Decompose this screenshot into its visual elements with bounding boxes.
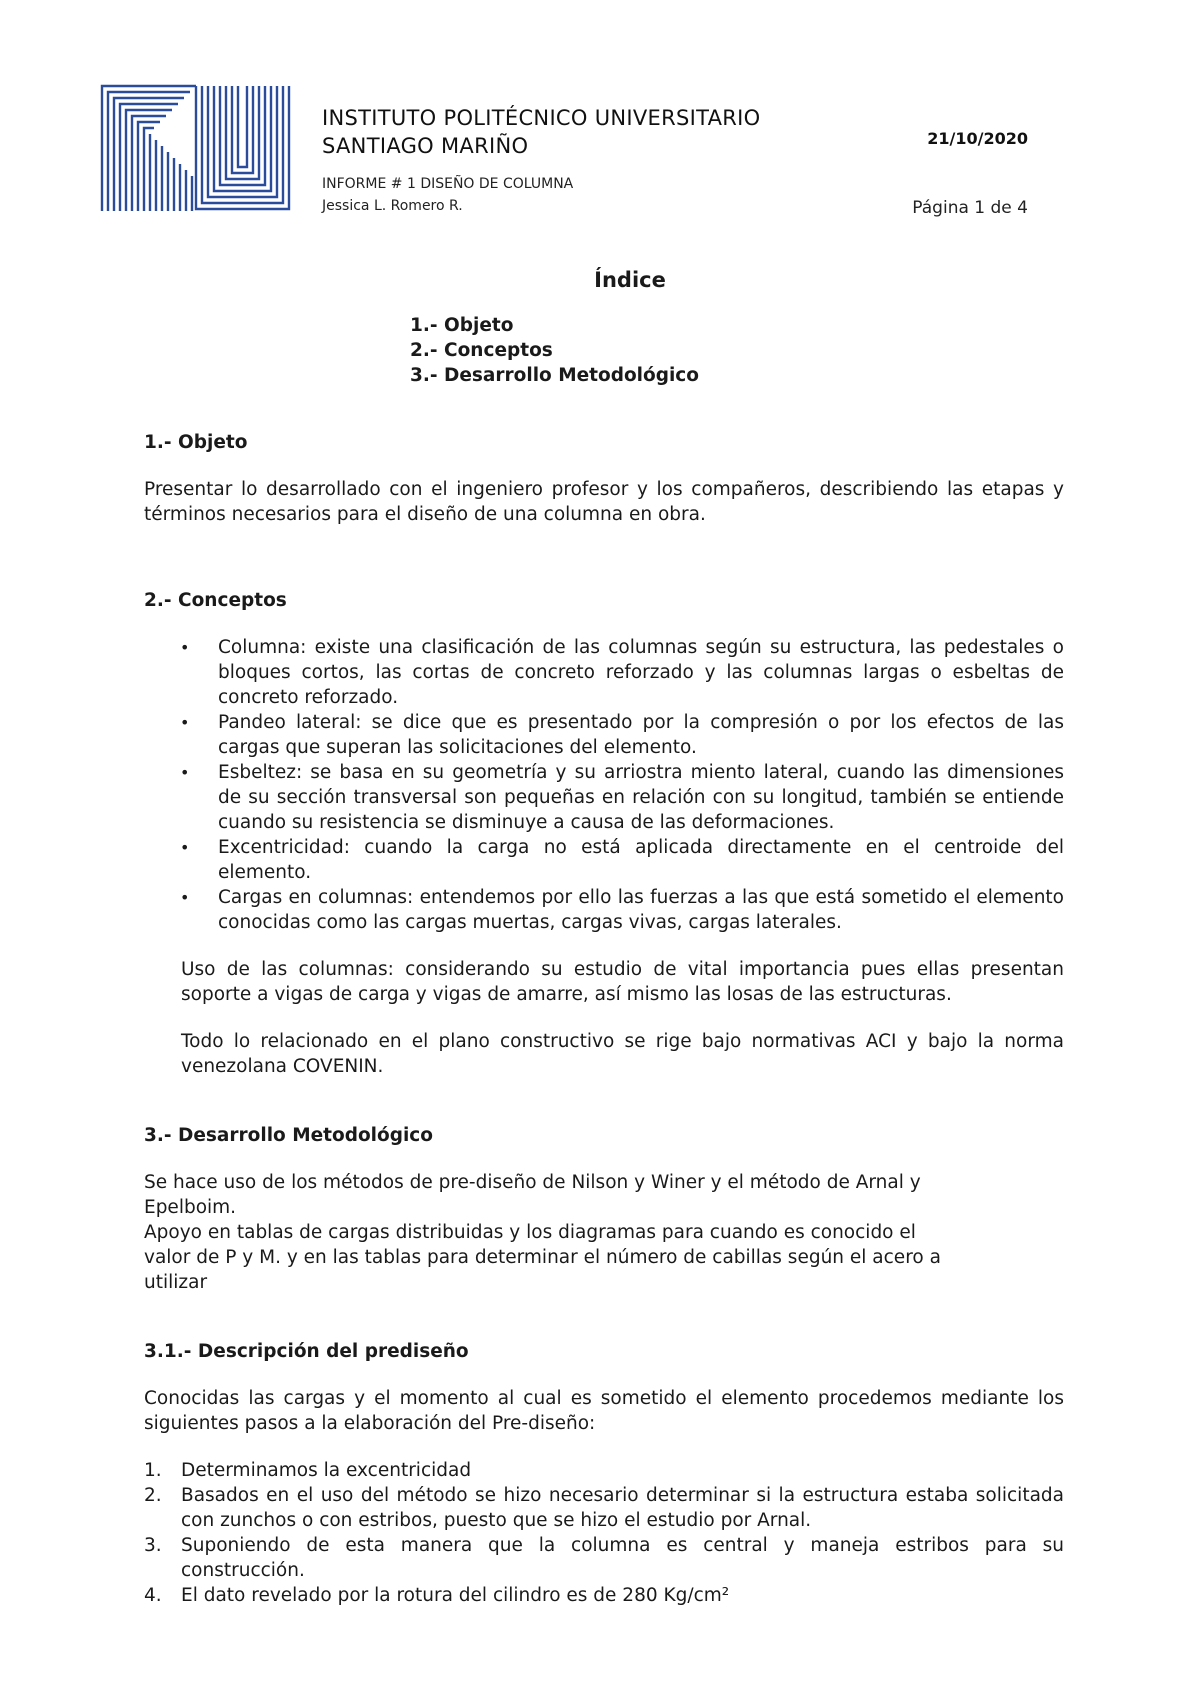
section-heading-objeto: 1.- Objeto	[144, 432, 248, 453]
section-heading-desarrollo: 3.- Desarrollo Metodológico	[144, 1125, 433, 1146]
index-title: Índice	[594, 268, 666, 292]
toc-item: 2.- Conceptos	[410, 340, 553, 361]
list-item: 1. Determinamos la excentricidad	[144, 1460, 472, 1481]
institute-logo-icon	[100, 84, 291, 211]
section-heading-prediseno: 3.1.- Descripción del prediseño	[144, 1341, 469, 1362]
list-item: • Cargas en columnas: entendemos por ello las fuerzas a las que está sometido el elemento conocidas como las cargas muertas, cargas vivas, cargas laterales.	[218, 885, 1064, 935]
prediseno-steps	[144, 1458, 1064, 1608]
toc-item: 1.- Objeto	[410, 315, 514, 336]
desarrollo-text-1: Se hace uso de los métodos de pre-diseño de Nilson y Winer y el método de Arnal y Epelboim.	[144, 1172, 921, 1218]
section-heading-conceptos: 2.- Conceptos	[144, 590, 287, 611]
list-item: 4. El dato revelado por la rotura del cilindro es de 280 Kg/cm²	[144, 1585, 730, 1606]
normas-text: Todo lo relacionado en el plano constructivo se rige bajo normativas ACI y bajo la norma venezolana COVENIN.	[181, 1031, 1064, 1077]
institute-name	[322, 104, 761, 160]
report-author: Jessica L. Romero R.	[322, 198, 463, 214]
list-item: • Esbeltez: se basa en su geometría y su arriostra miento lateral, cuando las dimensiones de su sección transversal son pequeñas en relación con su longitud, también se entiende cuando su resistencia se disminuye a causa de las deformaciones.	[218, 760, 1064, 835]
toc-item: 3.- Desarrollo Metodológico	[410, 365, 699, 386]
table-of-contents	[410, 313, 1064, 388]
list-item: 3. Suponiendo de esta manera que la columna es central y maneja estribos para su construcción.	[144, 1535, 1064, 1581]
report-title: INFORME # 1 DISEÑO DE COLUMNA	[322, 176, 574, 192]
report-date: 21/10/2020	[927, 129, 1028, 148]
list-item: • Columna: existe una clasificación de las columnas según su estructura, las pedestales o bloques cortos, las cortas de concreto reforzado y las columnas largas o esbeltas de concreto reforzado.	[218, 635, 1064, 710]
objeto-text: Presentar lo desarrollado con el ingeniero profesor y los compañeros, describiendo las etapas y términos necesarios para el diseño de una columna en obra.	[144, 479, 1064, 525]
conceptos-list	[144, 635, 1064, 935]
list-item: • Pandeo lateral: se dice que es presentado por la compresión o por los efectos de las cargas que superan las solicitaciones del elemento.	[218, 710, 1064, 760]
institute-line-1: INSTITUTO POLITÉCNICO UNIVERSITARIO	[322, 106, 761, 130]
list-item: 2. Basados en el uso del método se hizo necesario determinar si la estructura estaba solicitada con zunchos o con estribos, puesto que se hizo el estudio por Arnal.	[144, 1485, 1064, 1531]
list-item: • Excentricidad: cuando la carga no está aplicada directamente en el centroide del elemento.	[218, 835, 1064, 885]
prediseno-intro: Conocidas las cargas y el momento al cual es sometido el elemento procedemos mediante los siguientes pasos a la elaboración del Pre-diseño:	[144, 1388, 1064, 1434]
desarrollo-text-2: Apoyo en tablas de cargas distribuidas y los diagramas para cuando es conocido el valor de P y M. y en las tablas para determinar el número de cabillas según el acero a utilizar	[144, 1222, 941, 1293]
report-info	[322, 173, 573, 217]
document-body	[144, 268, 1064, 1608]
uso-columnas-text: Uso de las columnas: considerando su estudio de vital importancia pues ellas presentan soporte a vigas de carga y vigas de amarre, así mismo las losas de las estructuras.	[181, 959, 1064, 1005]
page-number: Página 1 de 4	[912, 198, 1028, 218]
institute-line-2: SANTIAGO MARIÑO	[322, 134, 529, 158]
